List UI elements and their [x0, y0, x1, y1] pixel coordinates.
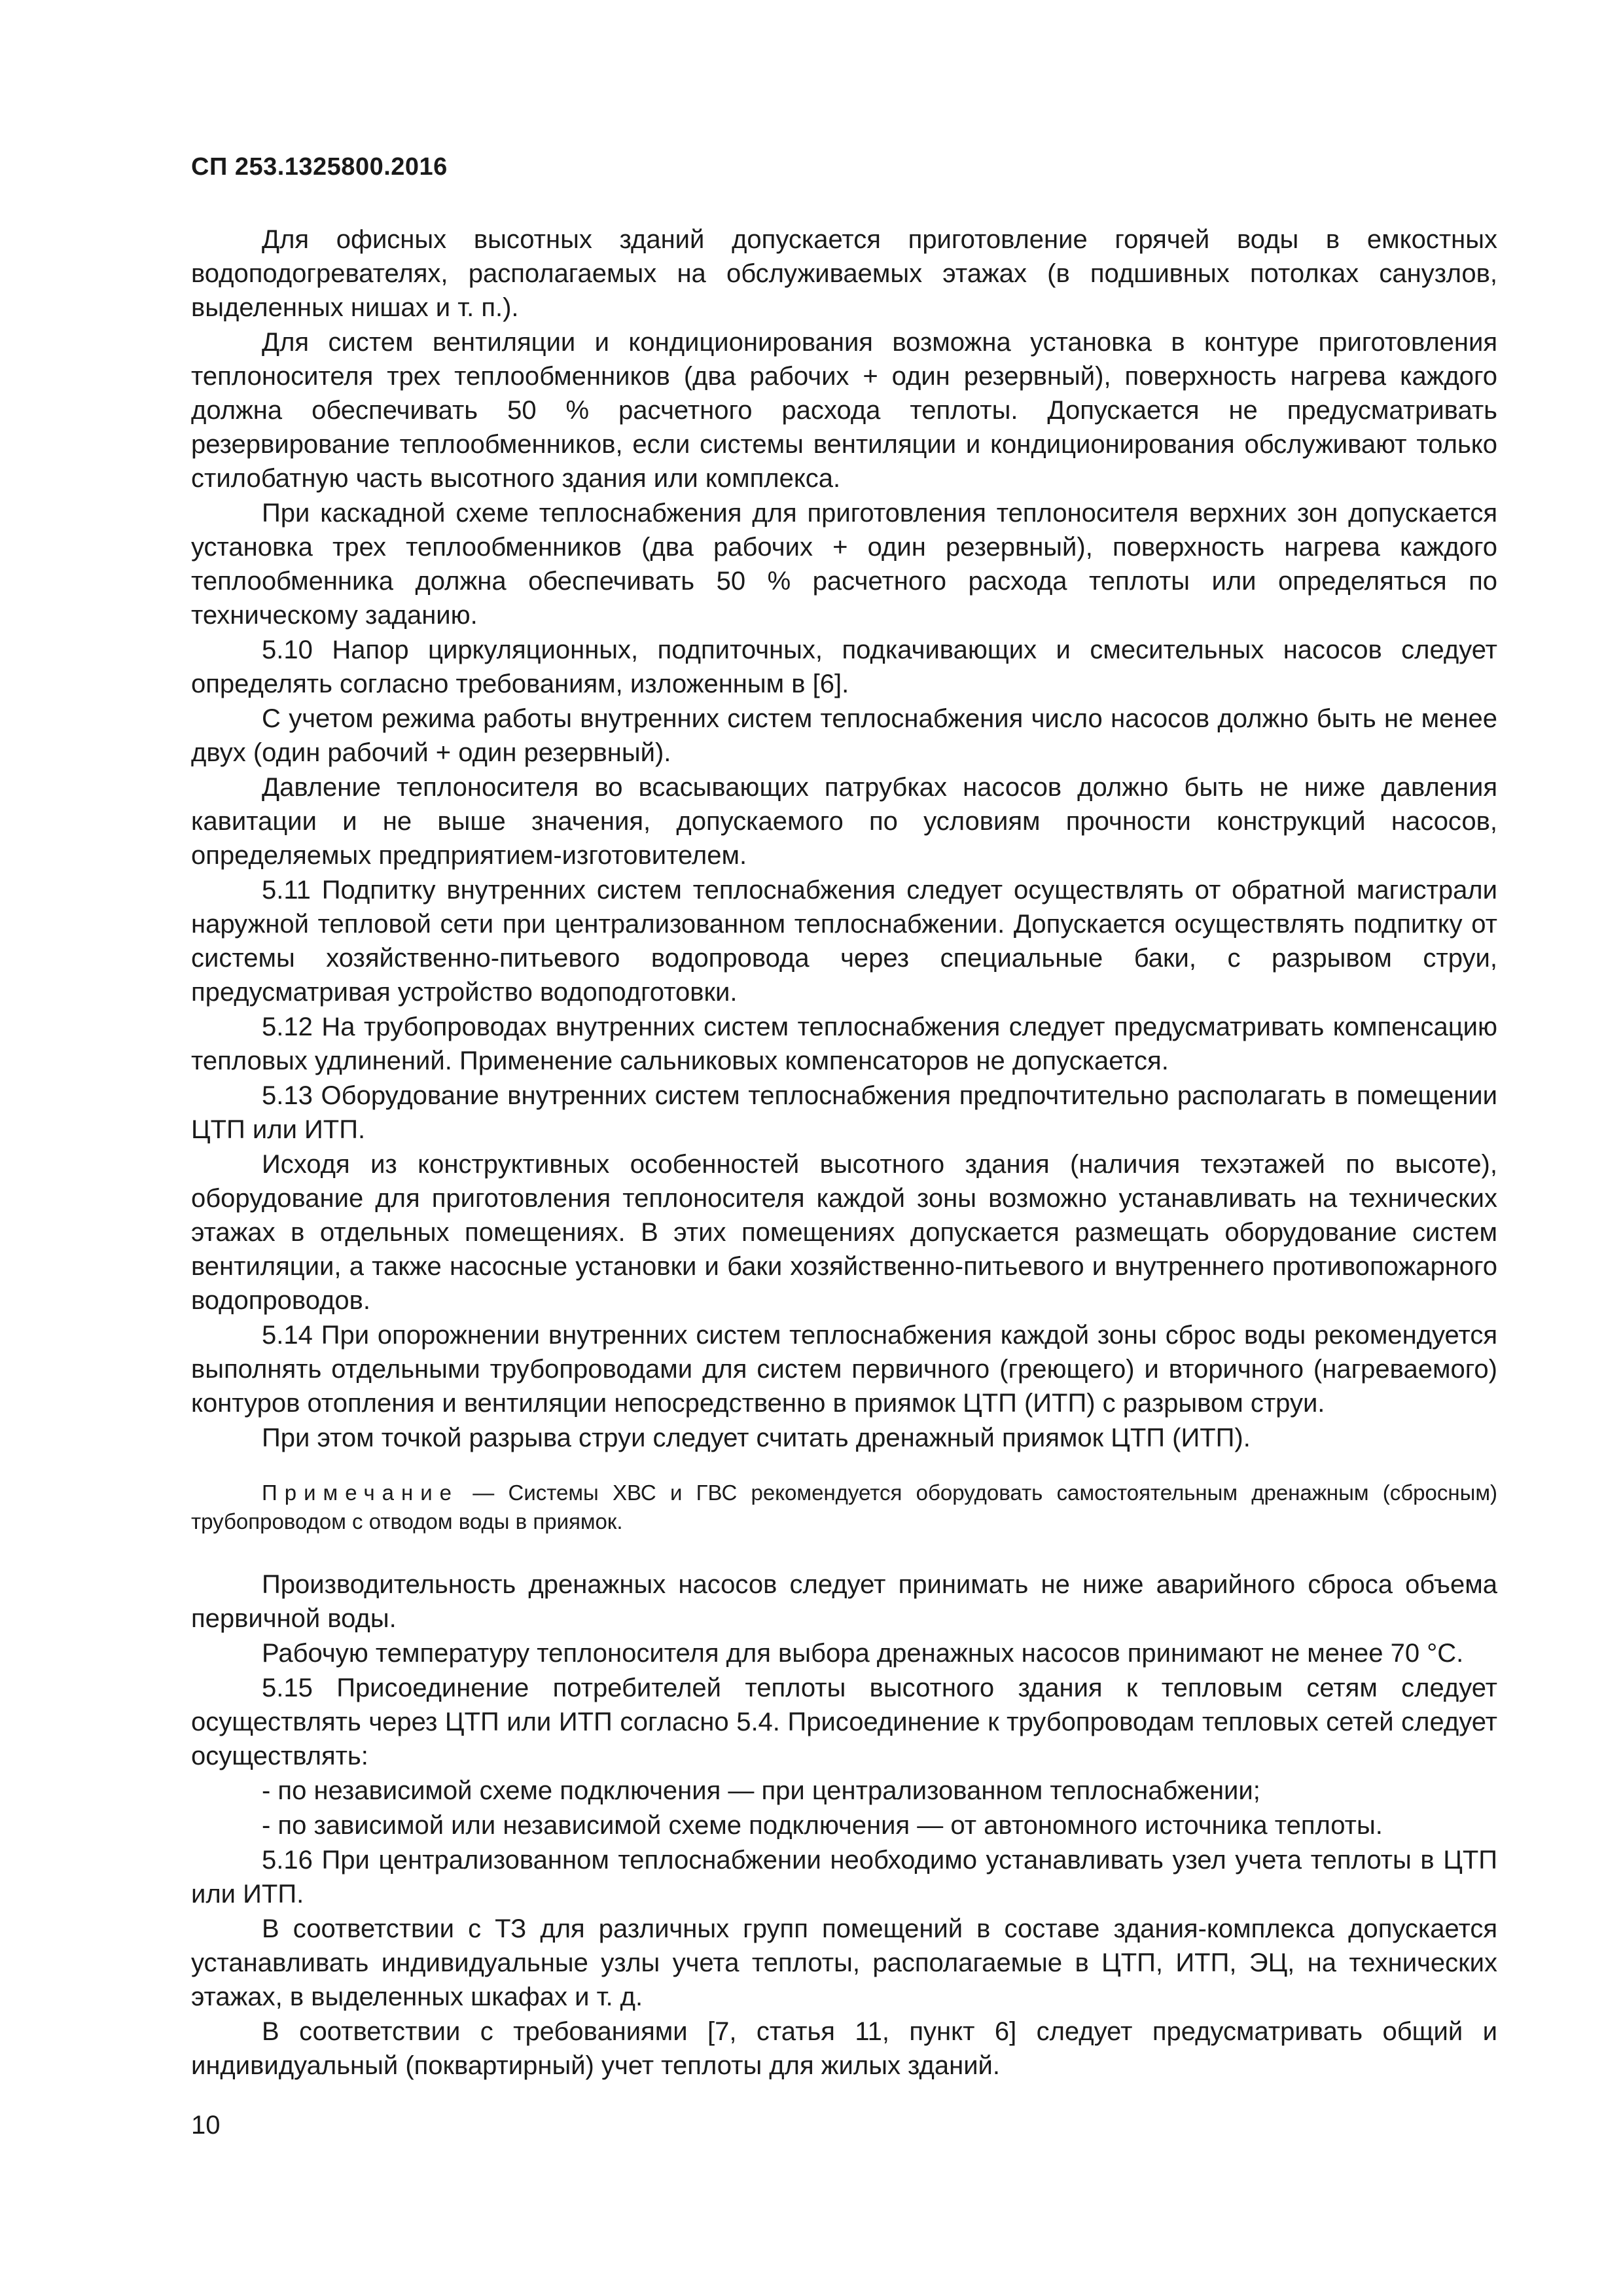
paragraph: С учетом режима работы внутренних систем теплоснабжения число насосов должно быть не менее двух (один рабочий + один резервный).	[191, 704, 1497, 767]
list-item: - по независимой схеме подключения — при централизованном теплоснабжении;	[262, 1776, 1260, 1805]
paragraph: При каскадной схеме теплоснабжения для приготовления теплоносителя верхних зон допускается установка трех теплообменников (два рабочих + один резервный), поверхность нагрева каждого теплообменника должна обеспечивать 50 % расчетного расхода теплоты или определяться по техническому заданию.	[191, 499, 1497, 630]
paragraph: В соответствии с требованиями [7, статья 11, пункт 6] следует предусматривать общий и индивидуальный (поквартирный) учет теплоты для жилых зданий.	[191, 2017, 1497, 2080]
paragraph: Рабочую температуру теплоносителя для выбора дренажных насосов принимают не менее 70 °С.	[262, 1639, 1464, 1668]
paragraph: Исходя из конструктивных особенностей высотного здания (наличия техэтажей по высоте), оборудование для приготовления теплоносителя каждой зоны возможно устанавливать на технических этажах в отдельных помещениях. В этих помещениях допускается размещать оборудование систем вентиляции, а также насосные установки и баки хозяйственно-питьевого и внутреннего противопожарного водопроводов.	[191, 1150, 1497, 1315]
paragraph: 5.10 Напор циркуляционных, подпиточных, подкачивающих и смесительных насосов следует определять согласно требованиям, изложенным в [6].	[191, 636, 1497, 698]
paragraph: При этом точкой разрыва струи следует считать дренажный приямок ЦТП (ИТП).	[262, 1424, 1251, 1452]
document-body	[191, 223, 1497, 2083]
note-label: Примечание	[262, 1480, 459, 1505]
paragraph: В соответствии с ТЗ для различных групп помещений в составе здания-комплекса допускается устанавливать индивидуальные узлы учета теплоты, располагаемые в ЦТП, ИТП, ЭЦ, на технических этажах, в выделенных шкафах и т. д.	[191, 1914, 1497, 2011]
page-number: 10	[191, 2111, 221, 2140]
note-text: — Системы ХВС и ГВС рекомендуется оборудовать самостоятельным дренажным (сбросным) трубопроводом с отводом воды в приямок.	[191, 1480, 1497, 1534]
paragraph: Производительность дренажных насосов следует принимать не ниже аварийного сброса объема первичной воды.	[191, 1570, 1497, 1633]
document-code: СП 253.1325800.2016	[191, 153, 448, 181]
paragraph: Для систем вентиляции и кондиционирования возможна установка в контуре приготовления теплоносителя трех теплообменников (два рабочих + один резервный), поверхность нагрева каждого должна обеспечивать 50 % расчетного расхода теплоты. Допускается не предусматривать резервирование теплообменников, если системы вентиляции и кондиционирования обслуживают только стилобатную часть высотного здания или комплекса.	[191, 328, 1497, 493]
paragraph: 5.15 Присоединение потребителей теплоты высотного здания к тепловым сетям следует осуществлять через ЦТП или ИТП согласно 5.4. Присоединение к трубопроводам тепловых сетей следует осуществлять:	[191, 1674, 1497, 1770]
paragraph: Давление теплоносителя во всасывающих патрубках насосов должно быть не ниже давления кавитации и не выше значения, допускаемого по условиям прочности конструкций насосов, определяемых предприятием-изготовителем.	[191, 773, 1497, 870]
paragraph: 5.12 На трубопроводах внутренних систем теплоснабжения следует предусматривать компенсацию тепловых удлинений. Применение сальниковых компенсаторов не допускается.	[191, 1013, 1497, 1075]
paragraph: 5.16 При централизованном теплоснабжении необходимо устанавливать узел учета теплоты в ЦТП или ИТП.	[191, 1846, 1497, 1909]
paragraph: 5.14 При опорожнении внутренних систем теплоснабжения каждой зоны сброс воды рекомендуется выполнять отдельными трубопроводами для систем первичного (греющего) и вторичного (нагреваемого) контуров отопления и вентиляции непосредственно в приямок ЦТП (ИТП) с разрывом струи.	[191, 1321, 1497, 1418]
note	[191, 1479, 1497, 1536]
paragraph: Для офисных высотных зданий допускается приготовление горячей воды в емкостных водоподогревателях, располагаемых на обслуживаемых этажах (в подшивных потолках санузлов, выделенных нишах и т. п.).	[191, 225, 1497, 322]
paragraph: 5.13 Оборудование внутренних систем теплоснабжения предпочтительно располагать в помещении ЦТП или ИТП.	[191, 1081, 1497, 1144]
list-item: - по зависимой или независимой схеме подключения — от автономного источника теплоты.	[262, 1811, 1383, 1840]
paragraph: 5.11 Подпитку внутренних систем теплоснабжения следует осуществлять от обратной магистрали наружной тепловой сети при централизованном теплоснабжении. Допускается осуществлять подпитку от системы хозяйственно-питьевого водопровода через специальные баки, с разрывом струи, предусматривая устройство водоподготовки.	[191, 876, 1497, 1007]
